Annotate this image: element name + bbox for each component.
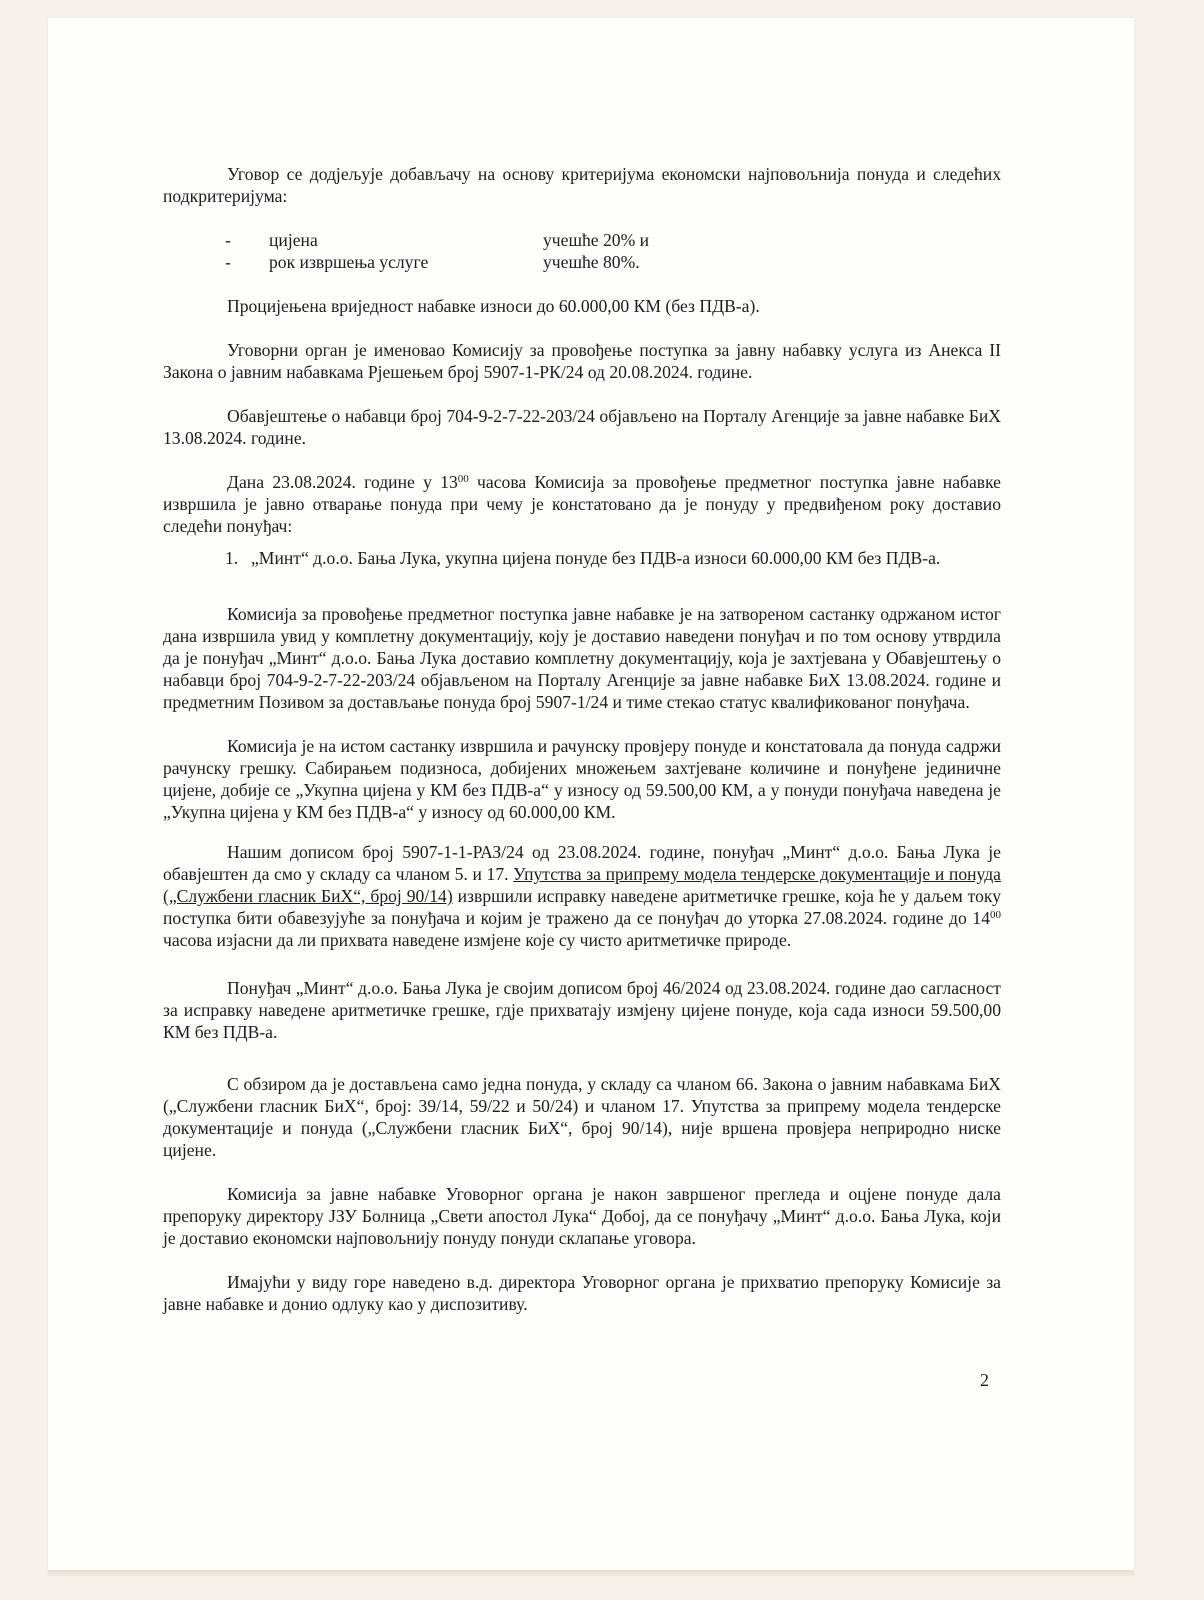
paragraph-award-criteria: Уговор се додјељује добављачу на основу критеријума економски најповољнија понуда и следећих подкритеријума:	[163, 164, 1001, 206]
list-number: 1.	[225, 548, 239, 568]
paragraph-arithmetic-check: Комисија је на истом састанку извршила и рачунску провјеру понуде и констатовала да понуда садржи рачунску грешку. Сабирањем подизноса, добијених множењем захтјеване количине и понуђене јединичне цијене, добије се „Укупна цијена у КМ без ПДВ-а“ у износу од 59.500,00 КМ, а у понуди понуђача наведена је „Укупна цијена у КМ без ПДВ-а“ у износу од 60.000,00 КМ.	[163, 736, 1001, 822]
deadline-hour-sup: 00	[990, 909, 1001, 921]
criterion-dash: -	[225, 252, 231, 272]
paragraph-recommendation: Комисија за јавне набавке Уговорног органа је након завршеног прегледа и оцјене понуде дала препоруку директору ЈЗУ Болница „Свети апостол Лука“ Добој, да се понуђачу „Минт“ д.о.о. Бања Лука, који је доставио економски најповољнију понуду понуди склапање уговора.	[163, 1184, 1001, 1248]
list-item-bidder	[163, 547, 1001, 569]
criterion-share: учешће 80%.	[543, 252, 640, 272]
paragraph-decision: Имајући у виду горе наведено в.д. директора Уговорног органа је прихватио препоруку Комисије за јавне набавке и донио одлуку као у диспозитиву.	[163, 1272, 1001, 1314]
criterion-name: цијена	[269, 230, 318, 250]
correction-text-c: часова изјасни да ли прихвата наведене измјене које су чисто аритметичке природе.	[163, 930, 792, 950]
paragraph-estimated-value: Процијењена вриједност набавке износи до 60.000,00 КМ (без ПДВ-а).	[227, 296, 760, 316]
paragraph-documentation-review: Комисија за провођење предметног поступка јавне набавке је на затвореном састанку одржаном истог дана извршила увид у комплетну документацију, коју је доставио наведени понуђач и по том основу утврдила да је понуђач „Минт“ д.о.о. Бања Лука доставио комплетну документацију, која је захтјевана у Обавјештењу о набавци број 704-9-2-7-22-203/24 објављеном на Порталу Агенције за јавне набавке БиХ 13.08.2024. године и предметним Позивом за достављање понуда број 5907-1/24 и тиме стекао статус квалификованог понуђача.	[163, 604, 1001, 712]
list-text: „Минт“ д.о.о. Бања Лука, укупна цијена понуде без ПДВ-а износи 60.000,00 КМ без ПДВ-а.	[251, 548, 941, 568]
paragraph-commission: Уговорни орган је именовао Комисију за провођење поступка за јавну набавку услуга из Анекса II Закона о јавним набавкама Рјешењем број 5907-1-РК/24 од 20.08.2024. године.	[163, 340, 1001, 382]
document-body	[163, 163, 1001, 1315]
criterion-name: рок извршења услуге	[269, 252, 429, 272]
criterion-dash: -	[225, 230, 231, 250]
criterion-share: учешће 20% и	[543, 230, 650, 250]
page-number: 2	[980, 1370, 989, 1390]
opening-text-a: Дана 23.08.2024. године у 13	[227, 472, 458, 492]
criterion-deadline	[163, 251, 1001, 273]
paragraph-bidder-consent: Понуђач „Минт“ д.о.о. Бања Лука је својим дописом број 46/2024 од 23.08.2024. године дао сагласност за исправку наведене аритметичке грешке, гдје прихватају измјену цијене понуде, која сада износи 59.500,00 КМ без ПДВ-а.	[163, 978, 1001, 1042]
opening-hour-sup: 00	[457, 473, 469, 485]
correction-text-a: Нашим дописом број 5907-1-1-РАЗ/24 од 23.08.2024. године, понуђач „Минт“ д.о.о. Бања Лука је обавјештен да смо у складу са чланом 5. и 17.	[163, 842, 1001, 884]
opening-text-b: часова Комисија за провођење предметног поступка јавне набавке извршила је јавно отварање понуда при чему је констатовано да је понуду у предвиђеном року доставио следећи понуђач:	[163, 472, 1001, 536]
paragraph-notice: Обавјештење о набавци број 704-9-2-7-22-203/24 објављено на Порталу Агенције за јавне набавке БиХ 13.08.2024. године.	[163, 406, 1001, 448]
criterion-price	[163, 229, 1001, 251]
paragraph-correction-letter	[163, 841, 1001, 951]
underlined-instructions: Упутства за припрему модела тендерске документације и понуда („Службени гласник БиХ“, број 90/14)	[163, 864, 1001, 906]
page-edge	[48, 1570, 1134, 1576]
correction-text-b: извршили исправку наведене аритметичке грешке, која ће у даљем току поступка бити обавезујуће за понуђача и којим је тражено да се понуђач до уторка 27.08.2024. године до 14	[163, 886, 1001, 928]
paragraph-single-bid: С обзиром да је достављена само једна понуда, у складу са чланом 66. Закона о јавним набавкама БиХ („Службени гласник БиХ“, број: 39/14, 59/22 и 50/24) и чланом 17. Упутства за припрему модела тендерске документације и понуда („Службени гласник БиХ“, број 90/14), није вршена провјера неприродно ниске цијене.	[163, 1074, 1001, 1160]
paragraph-opening	[163, 471, 1001, 537]
